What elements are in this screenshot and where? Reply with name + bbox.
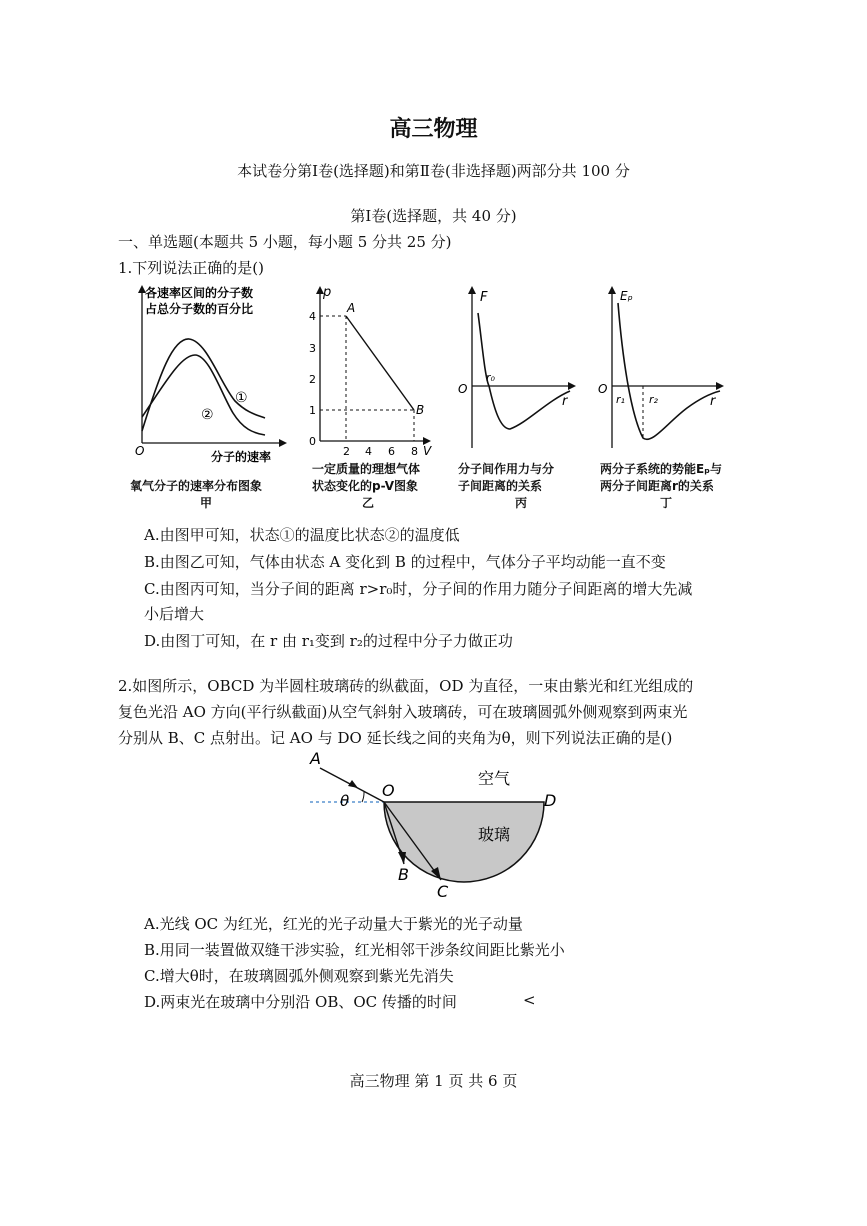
fig-yi-caption-1: 一定质量的理想气体: [312, 462, 421, 476]
fig-bing-caption-1: 分子间作用力与分: [458, 462, 555, 476]
fig-yi-xtick: 6: [388, 445, 395, 458]
question-1-stem: 1.下列说法正确的是(): [118, 259, 265, 277]
fig-jia-xlabel: 分子的速率: [211, 450, 272, 463]
q1-option-c-cont: 小后增大: [144, 605, 205, 623]
fig-bing-r0: r₀: [486, 371, 495, 384]
page-footer: 高三物理 第 1 页 共 6 页: [349, 1072, 518, 1090]
q1-option-a: A.由图甲可知，状态①的温度比状态②的温度低: [144, 526, 460, 544]
q2-option-a: A.光线 OC 为红光，红光的光子动量大于紫光的光子动量: [144, 915, 523, 933]
fig-glass-o-label: O: [382, 781, 395, 800]
fig-yi-xtick: 8: [411, 445, 418, 458]
figure-glass: [300, 752, 570, 907]
question-2-stem-1: 2.如图所示，OBCD 为半圆柱玻璃砖的纵截面，OD 为直径，一束由紫光和红光组成的: [118, 677, 694, 695]
fig-jia-origin: O: [135, 444, 145, 458]
fig-yi-xlabel: V: [423, 444, 432, 458]
q2-option-d: D.两束光在玻璃中分别沿 OB、OC 传播的时间: [144, 993, 457, 1011]
part1-title: 第Ⅰ卷(选择题，共 40 分): [350, 207, 517, 225]
fig-yi-ytick: 4: [309, 310, 316, 323]
fig-ding-caption-2: 两分子间距离r的关系: [600, 479, 714, 493]
fig-bing-caption-2: 子间距离的关系: [458, 479, 543, 493]
fig-yi-ytick: 0: [309, 435, 316, 448]
q1-option-c: C.由图丙可知，当分子间的距离 r>r₀时，分子间的作用力随分子间距离的增大先减: [144, 580, 693, 598]
figure-yi: [305, 283, 435, 463]
fig-glass-air-label: 空气: [478, 769, 511, 788]
fig-bing-name: 丙: [515, 496, 528, 510]
fig-yi-point-a: A: [347, 301, 356, 315]
fig-yi-caption-2: 状态变化的p-V图象: [312, 479, 418, 493]
fig-yi-xtick: 2: [343, 445, 350, 458]
section-heading: 一、单选题(本题共 5 小题，每小题 5 分共 25 分): [118, 233, 452, 251]
fig-ding-xlabel: r: [710, 394, 716, 409]
fig-yi-name: 乙: [362, 496, 375, 510]
fig-yi-ylabel: p: [323, 285, 332, 300]
fig-glass-theta-label: θ: [340, 792, 350, 810]
fig-glass-c-label: C: [437, 882, 449, 901]
question-2-stem-2: 复色光沿 AO 方向(平行纵截面)从空气斜射入玻璃砖，可在玻璃圆弧外侧观察到两束光: [118, 703, 688, 721]
page-title: 高三物理: [389, 117, 478, 142]
exam-intro: 本试卷分第Ⅰ卷(选择题)和第Ⅱ卷(非选择题)两部分共 100 分: [237, 162, 630, 180]
fig-ding-r2: r₂: [649, 393, 658, 406]
question-2-stem-3: 分别从 B、C 点射出。记 AO 与 DO 延长线之间的夹角为θ，则下列说法正确的是(): [118, 729, 673, 747]
q1-option-d: D.由图丁可知，在 r 由 r₁变到 r₂的过程中分子力做正功: [144, 632, 513, 650]
fig-ding-origin: O: [598, 382, 608, 396]
fig-ding-r1: r₁: [616, 393, 625, 406]
q1-option-b: B.由图乙可知，气体由状态 A 变化到 B 的过程中，气体分子平均动能一直不变: [144, 553, 666, 571]
fig-glass-b-label: B: [398, 865, 409, 884]
fig-glass-d-label: D: [544, 791, 557, 810]
figure-bing: [452, 283, 582, 463]
fig-jia-curve1-label: ①: [235, 390, 248, 406]
fig-yi-ytick: 1: [309, 404, 316, 417]
fig-glass-a-label: A: [310, 752, 321, 768]
fig-yi-ytick: 3: [309, 342, 316, 355]
q2-option-d-comparison: <: [523, 991, 536, 1009]
fig-ding-name: 丁: [660, 496, 673, 510]
fig-ding-ylabel: Eₚ: [620, 289, 633, 303]
q2-option-c: C.增大θ时，在玻璃圆弧外侧观察到紫光先消失: [144, 967, 454, 985]
figure-ding: [592, 283, 732, 463]
fig-jia-curve2-label: ②: [201, 407, 214, 423]
fig-ding-caption-1: 两分子系统的势能Eₚ与: [600, 462, 722, 476]
fig-yi-ytick: 2: [309, 373, 316, 386]
figure-jia: [125, 283, 290, 463]
fig-jia-name: 甲: [200, 496, 213, 510]
fig-yi-point-b: B: [416, 403, 425, 417]
fig-jia-caption: 氧气分子的速率分布图象: [130, 479, 263, 493]
fig-bing-ylabel: F: [480, 290, 488, 305]
fig-jia-ylabel-2: 占总分子数的百分比: [145, 302, 254, 316]
fig-glass-glass-label: 玻璃: [478, 825, 511, 844]
fig-jia-ylabel-1: 各速率区间的分子数: [145, 286, 254, 300]
fig-bing-origin: O: [458, 382, 468, 396]
q2-option-b: B.用同一装置做双缝干涉实验，红光相邻干涉条纹间距比紫光小: [144, 941, 565, 959]
fig-yi-xtick: 4: [365, 445, 372, 458]
fig-bing-xlabel: r: [562, 394, 568, 409]
